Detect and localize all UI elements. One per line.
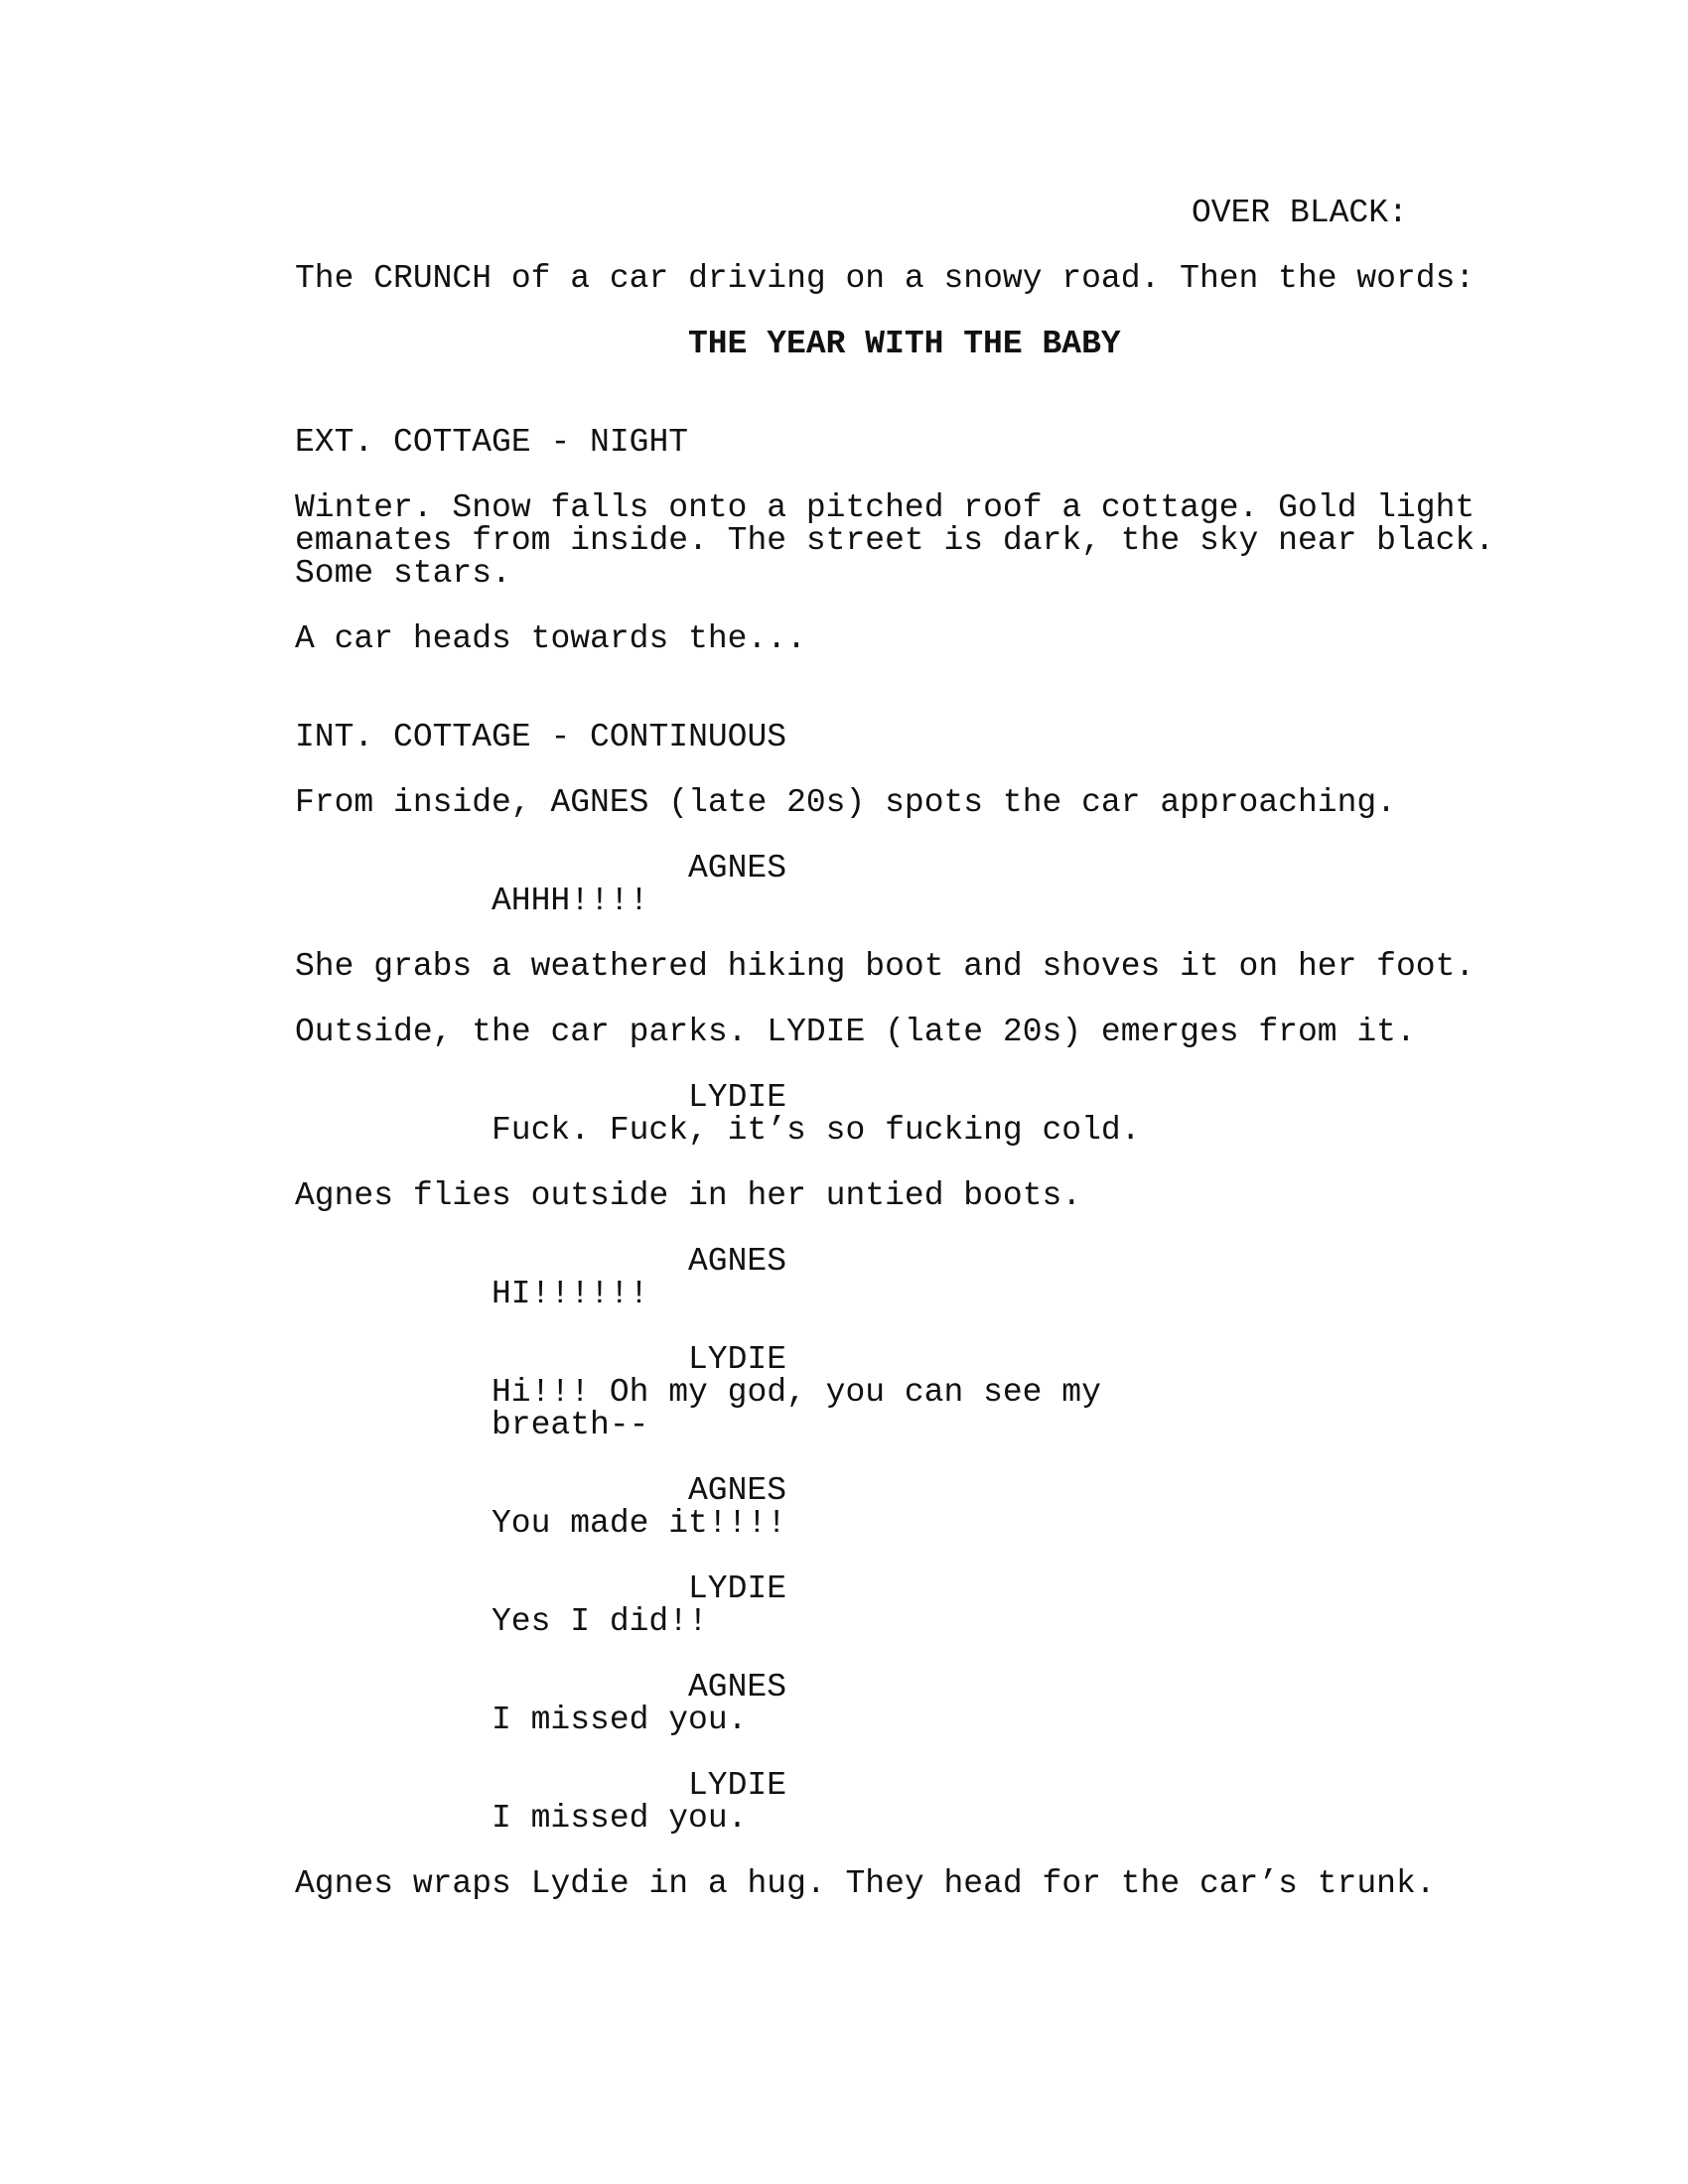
dialogue-line: AHHH!!!!	[492, 883, 649, 919]
character-name: LYDIE	[688, 1341, 787, 1378]
dialogue-line: Fuck. Fuck, it’s so fucking cold.	[492, 1112, 1141, 1149]
character-name: AGNES	[688, 1669, 787, 1706]
scene-heading: INT. COTTAGE - CONTINUOUS	[295, 719, 787, 755]
dialogue-line: Yes I did!!	[492, 1603, 708, 1640]
action-line: A car heads towards the...	[295, 620, 806, 657]
character-name: AGNES	[688, 850, 787, 887]
action-line: Winter. Snow falls onto a pitched roof a cottage. Gold light	[295, 489, 1476, 526]
scene-heading: EXT. COTTAGE - NIGHT	[295, 424, 689, 461]
action-line: emanates from inside. The street is dark, the sky near black.	[295, 522, 1494, 559]
action-line: Agnes wraps Lydie in a hug. They head for the car’s trunk.	[295, 1865, 1436, 1902]
script-title: THE YEAR WITH THE BABY	[688, 326, 1121, 362]
action-line: Outside, the car parks. LYDIE (late 20s) emerges from it.	[295, 1014, 1416, 1050]
action-line: Some stars.	[295, 555, 511, 592]
action-line: From inside, AGNES (late 20s) spots the car approaching.	[295, 784, 1396, 821]
action-line: Agnes flies outside in her untied boots.	[295, 1177, 1082, 1214]
dialogue-line: You made it!!!!	[492, 1505, 787, 1542]
character-name: LYDIE	[688, 1570, 787, 1607]
character-name: AGNES	[688, 1472, 787, 1509]
character-name: AGNES	[688, 1243, 787, 1280]
action-line: She grabs a weathered hiking boot and shoves it on her foot.	[295, 948, 1476, 985]
dialogue-line: I missed you.	[492, 1800, 748, 1837]
character-name: LYDIE	[688, 1079, 787, 1116]
action-line: The CRUNCH of a car driving on a snowy road. Then the words:	[295, 260, 1476, 297]
dialogue-line: Hi!!! Oh my god, you can see my	[492, 1374, 1101, 1411]
dialogue-line: HI!!!!!!	[492, 1276, 649, 1312]
dialogue-line: breath--	[492, 1407, 649, 1443]
transition: OVER BLACK:	[1192, 195, 1408, 231]
dialogue-line: I missed you.	[492, 1702, 748, 1738]
character-name: LYDIE	[688, 1767, 787, 1804]
